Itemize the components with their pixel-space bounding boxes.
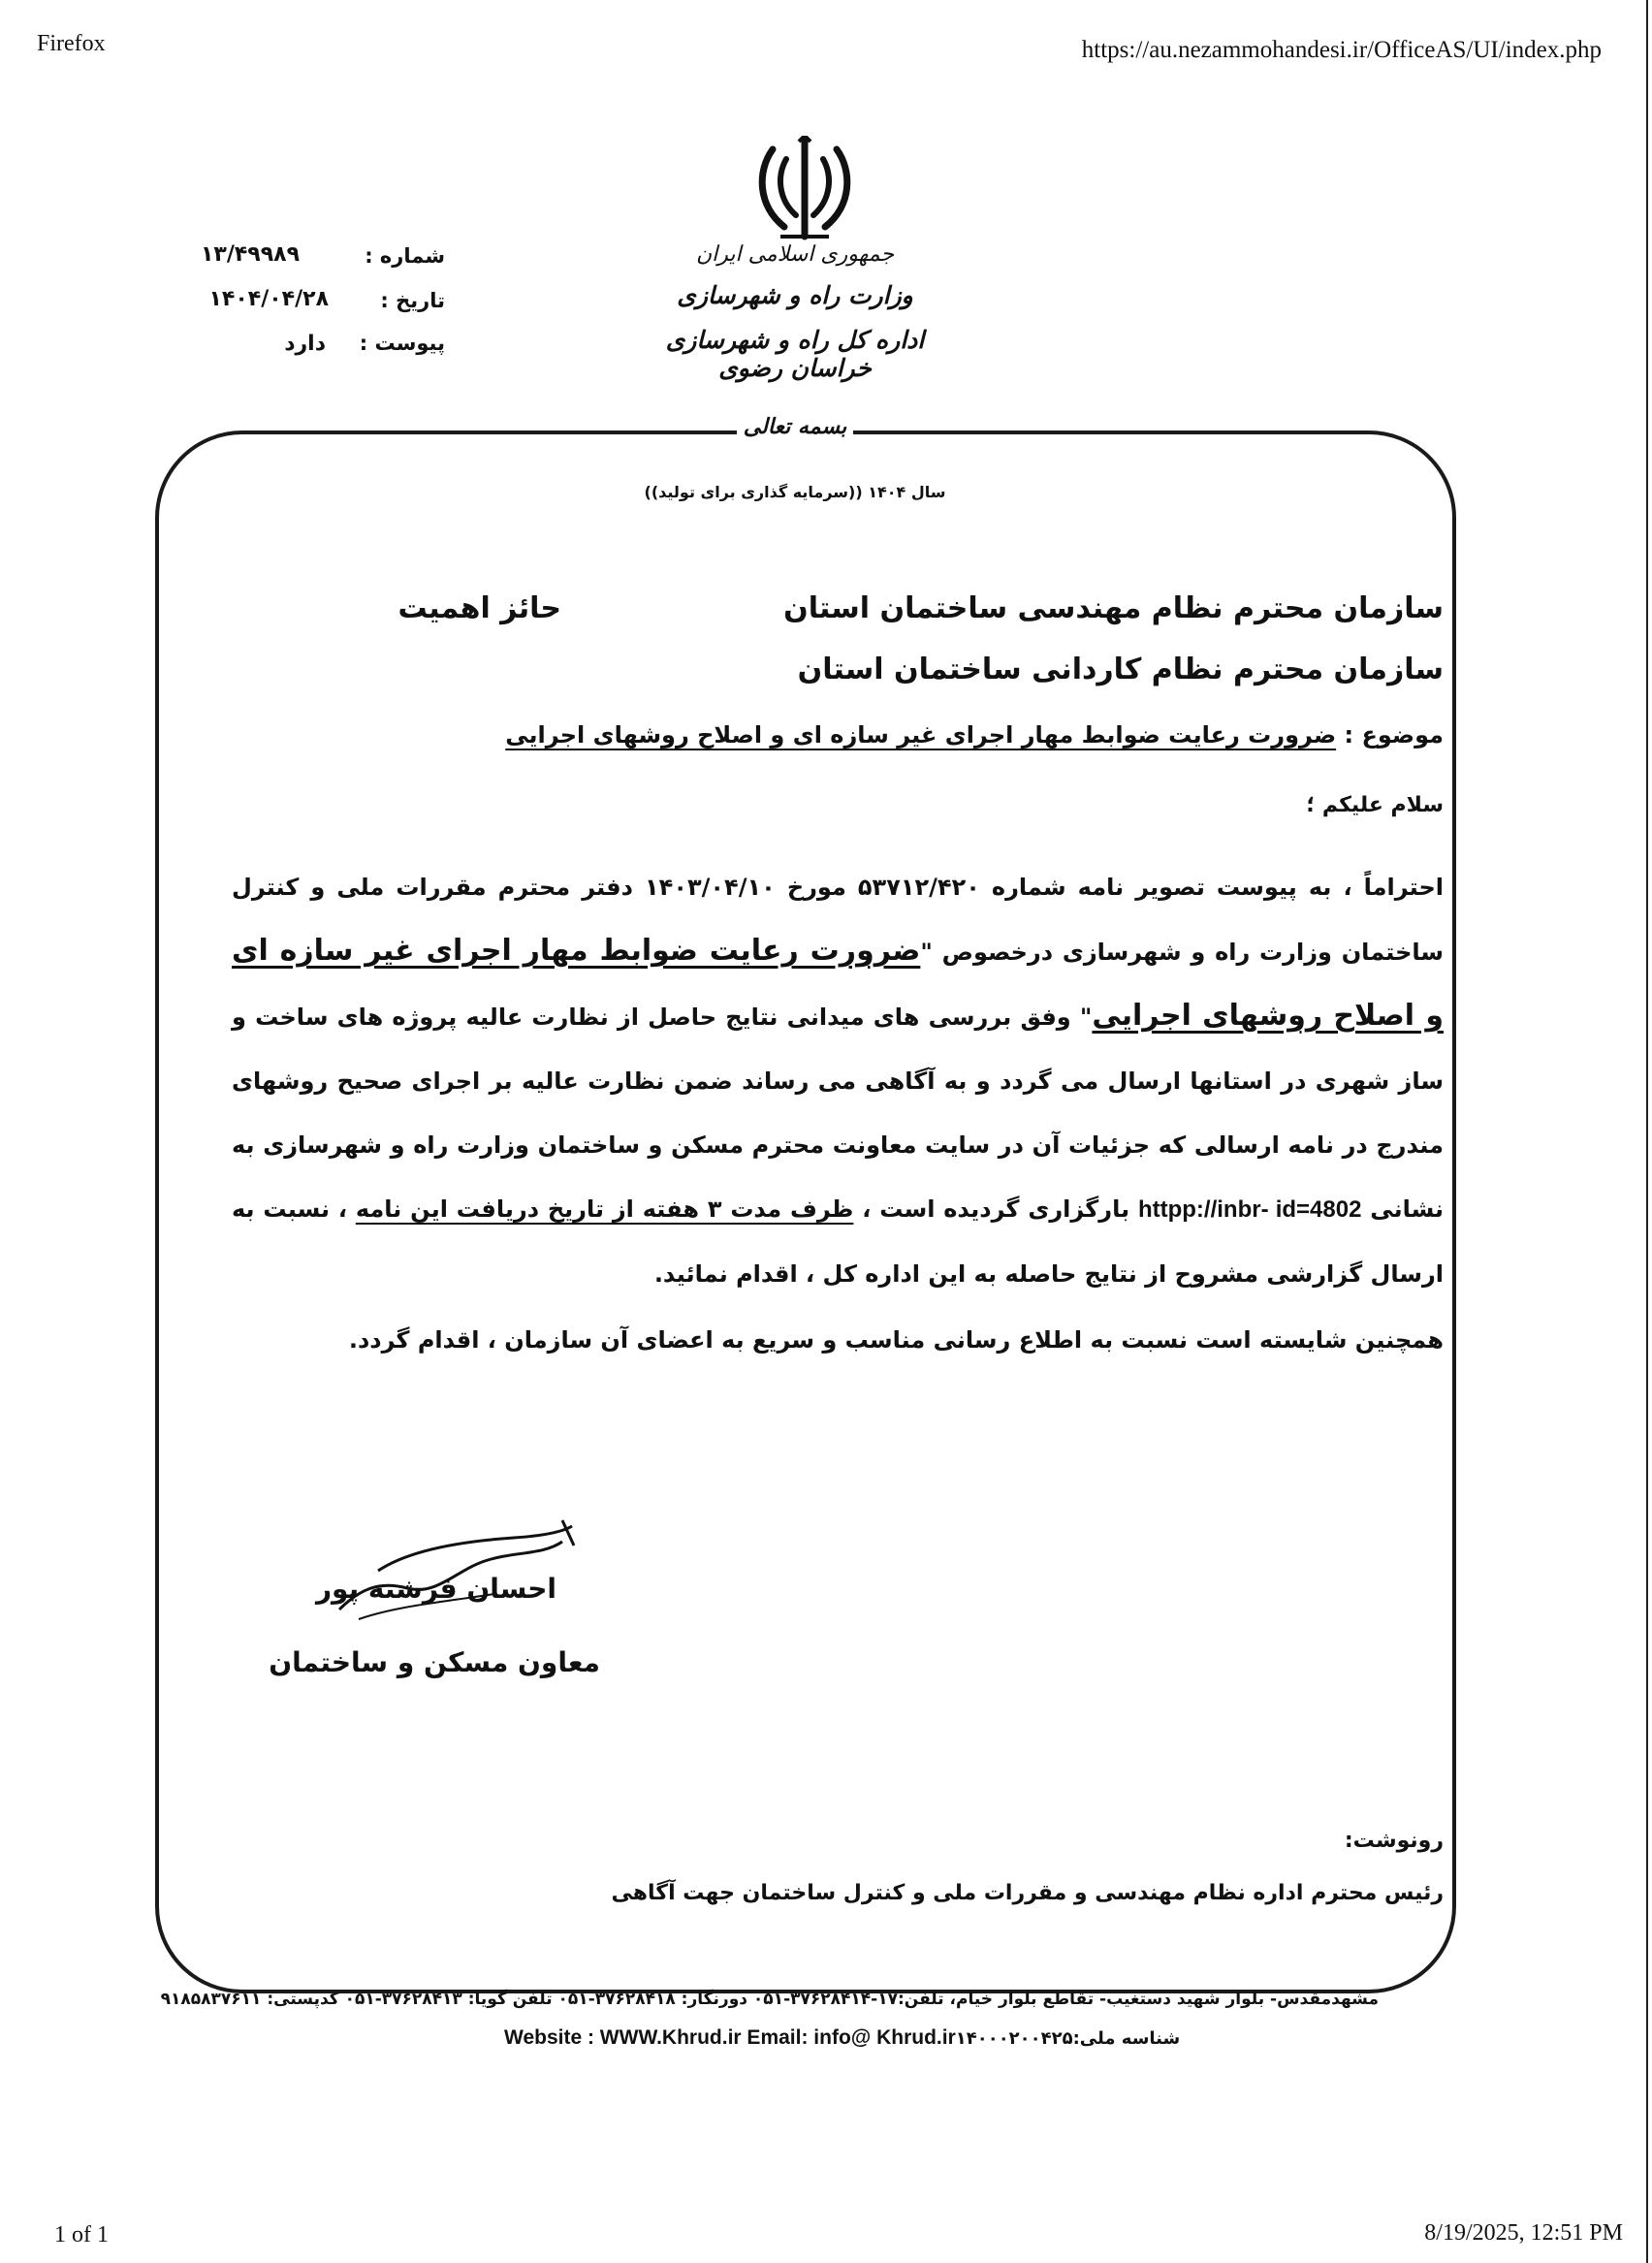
print-page-number: 1 of 1 [54,2222,109,2247]
attachment-label: پیوست : [359,332,445,355]
number-label: شماره : [365,244,445,268]
page-edge-line [1646,0,1648,2263]
body-request: ، نسبت به ارسال گزارشی مشروح از نتایج حاصله به این اداره کل ، اقدام نمائید. [232,1195,1444,1288]
body-emphasis: ضرورت رعایت ضوابط مهار اجرای غیر سازه ای و اصلاح روشهای اجرایی [232,934,1444,1033]
body-uploaded: بارگزاری گردیده است ، [862,1195,1130,1223]
closing-paragraph: همچنین شایسته است نسبت به اطلاع رسانی مناسب و سریع به اعضای آن سازمان ، اقدام گردد. [348,1326,1444,1354]
subject-label: موضوع : [1344,721,1444,749]
subject-value: ضرورت رعایت ضوابط مهار اجرای غیر سازه ای و اصلاح روشهای اجرایی [505,721,1337,749]
body-deadline: ظرف مدت ۳ هفته از تاریخ دریافت این نامه [355,1195,854,1223]
letter-body [232,855,1444,1306]
importance-note: حائز اهمیت [397,591,561,625]
signer-name: احسان فرشته پور [315,1573,556,1605]
attachment-value: دارد [284,332,326,356]
greeting: سلام علیکم ؛ [1306,793,1444,817]
footer-address: مشهدمقدس- بلوار شهید دستغیب- تقاطع بلوار خیام، تلفن:۱۷-۳۷۶۲۸۴۱۴-۰۵۱ دورنگار: ۳۷۶۲۸۴۱۸-۰۵۱ تلفن گویا: ۳۷۶۲۸۴۱۳-۰۵۱ کدپستی: ۹۱۸۵۸۳۷۶۱۱ [160,1990,1379,2009]
body-link: httpp://inbr- id=4802 [1137,1196,1362,1223]
number-value: ۱۳/۴۹۹۸۹ [200,242,300,267]
cc-recipient: رئیس محترم اداره نظام مهندسی و مقررات ملی و کنترل ساختمان جهت آگاهی [611,1881,1444,1905]
body-intro: احتراماً ، به پیوست تصویر نامه شماره ۵۳۷۱۲/۴۲۰ مورخ ۱۴۰۳/۰۴/۱۰ دفتر محترم مقررات ملی و کنترل ساختمان وزارت راه و شهرسازی درخصوص " [232,874,1445,966]
letterhead-department: اداره کل راه و شهرسازی خراسان رضوی [665,326,925,382]
iran-emblem-icon [751,136,858,244]
footer-website: Website : WWW.Khrud.ir Email: info@ Khrud.ir [504,2026,956,2049]
footer-registration: شناسه ملی:۱۴۰۰۰۲۰۰۴۲۵ [955,2028,1181,2049]
year-slogan: سال ۱۴۰۴ ((سرمایه گذاری برای تولید)) [644,483,946,501]
date-value: ۱۴۰۴/۰۴/۲۸ [208,287,329,311]
recipient-technician-org: سازمان محترم نظام کاردانی ساختمان استان [797,653,1444,686]
body-findings: " وفق بررسی های میدانی نتایج حاصل از نظارت عالیه پروژه های ساخت و ساز شهری در استانها ارسال می گردد و به آگاهی می رساند ضمن نظارت عالیه بر اجرای صحیح روشهای مندرج در نامه ارسالی که جزئیات آن در سایت معاونت محترم مسکن و ساختمان وزارت راه و شهرسازی به نشانی [232,1004,1445,1223]
cc-label: رونوشت: [1344,1829,1444,1853]
invocation: بسمه تعالی [743,415,847,439]
print-datetime: 8/19/2025, 12:51 PM [1424,2220,1623,2246]
letterhead-country: جمهوری اسلامی ایران [695,242,895,267]
print-url: https://au.nezammohandesi.ir/OfficeAS/UI/index.php [1081,37,1602,63]
letterhead-ministry: وزارت راه و شهرسازی [677,281,913,309]
print-app-name: Firefox [37,31,106,56]
recipient-engineering-org: سازمان محترم نظام مهندسی ساختمان استان [783,591,1444,625]
date-label: تاریخ : [380,289,445,312]
signer-title: معاون مسکن و ساختمان [269,1646,600,1678]
subject-line [505,721,1444,749]
footer-contact [504,2026,1180,2050]
